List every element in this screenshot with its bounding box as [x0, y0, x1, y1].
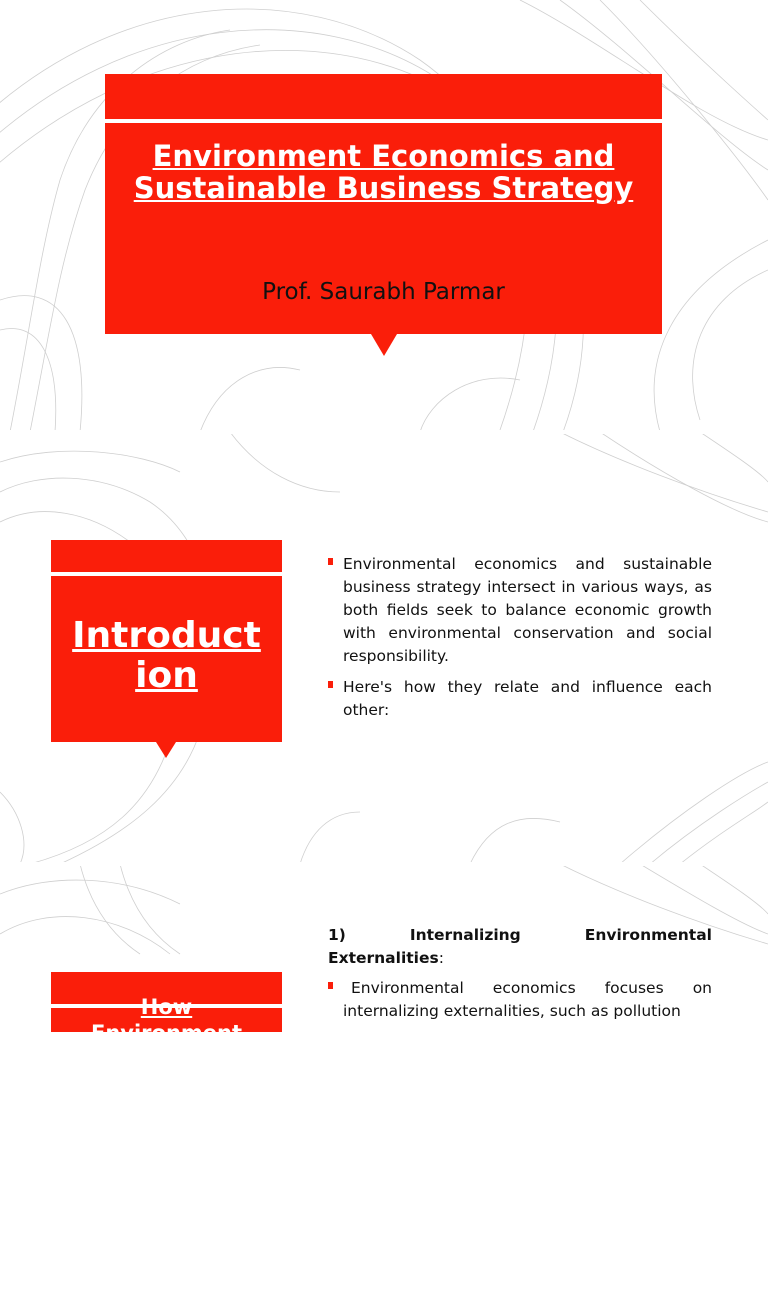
slide3-bullet-list	[328, 977, 712, 1031]
heading-suffix: :	[438, 949, 444, 967]
title-pointer	[371, 334, 397, 356]
intro-bullet-list	[328, 553, 712, 730]
bullet-marker	[328, 681, 333, 688]
list-item	[328, 676, 712, 722]
section-box-band	[51, 540, 282, 576]
title-slide	[0, 0, 768, 432]
section-box	[51, 540, 282, 742]
slide-divider	[0, 430, 768, 434]
introduction-slide	[0, 432, 768, 864]
heading-word: Internalizing	[409, 926, 521, 944]
title-box-band	[105, 74, 662, 123]
section-heading	[328, 924, 712, 970]
heading-word: Environmental	[584, 926, 712, 944]
heading-number: 1)	[328, 926, 346, 944]
slide-title: Environment Economics and Sustainable Business Strategy	[133, 139, 634, 205]
list-item	[328, 977, 712, 1023]
bullet-marker	[328, 558, 333, 565]
slide-subtitle: Prof. Saurabh Parmar	[262, 279, 505, 305]
title-box	[105, 74, 662, 334]
section-title: Introduct ion	[72, 615, 261, 696]
how-environment-slide	[0, 864, 768, 1296]
bullet-text: Environmental economics and sustainable business strategy intersect in various ways, as both fields seek to balance economic growth with environmental conservation and social responsibility.	[343, 555, 712, 665]
section-box	[51, 972, 282, 1045]
section-pointer	[156, 742, 176, 758]
bullet-text: Here's how they relate and influence each other:	[343, 678, 712, 719]
heading-word: Externalities	[328, 949, 439, 967]
bullet-marker	[328, 982, 333, 989]
slide-divider	[0, 862, 768, 866]
section-title: How Environment	[90, 995, 243, 1045]
bullet-text: Environmental economics focuses on internalizing externalities, such as pollution	[343, 979, 712, 1020]
list-item	[328, 553, 712, 668]
